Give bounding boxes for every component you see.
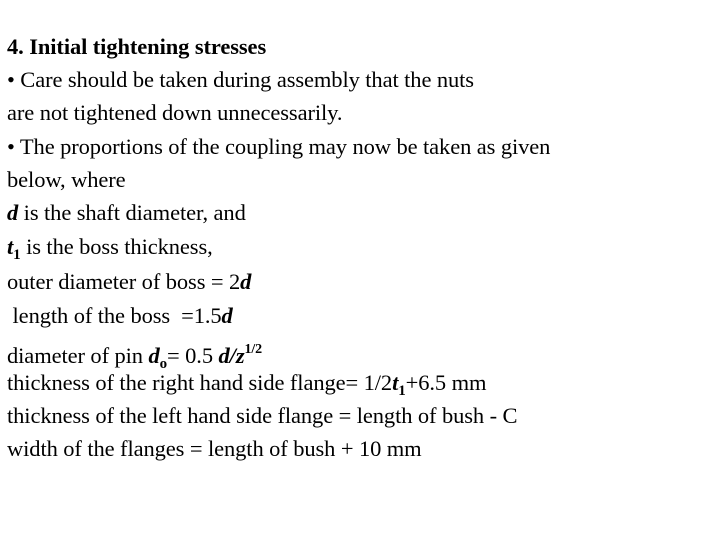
symbol-d: d (7, 200, 19, 225)
formula-boss-length-text: length of the boss =1.5 (7, 303, 222, 328)
formula-pin-subscript: o (159, 356, 168, 372)
formula-pin-eq: = 0.5 (167, 343, 219, 368)
formula-flange-width: width of the flanges = length of bush + 10 mm (7, 436, 422, 461)
formula-rh-flange-rest: +6.5 mm (405, 370, 487, 395)
formula-rh-flange-subscript: 1 (398, 383, 406, 399)
symbol-t-subscript: 1 (13, 247, 21, 263)
definition-t1 (7, 234, 213, 268)
formula-boss-length (7, 303, 233, 329)
formula-lh-flange-thickness: thickness of the left hand side flange = length of bush - C (7, 403, 518, 428)
formula-pin-var: d (148, 343, 160, 368)
heading: 4. Initial tightening stresses (7, 34, 267, 59)
formula-outer-boss-text: outer diameter of boss = 2 (7, 269, 241, 294)
formula-outer-boss-var: d (240, 269, 252, 294)
formula-pin-text: diameter of pin (7, 343, 149, 368)
formula-pin-superscript: 1/2 (244, 342, 263, 357)
definition-d (7, 200, 246, 226)
formula-pin-expr: d/z (218, 343, 245, 368)
bullet-2-line-1: • The proportions of the coupling may now be taken as given (7, 134, 551, 159)
formula-rh-flange-text: thickness of the right hand side flange= 1/2 (7, 370, 393, 395)
definition-t1-text: is the boss thickness, (20, 234, 213, 259)
bullet-2-line-2: below, where (7, 167, 126, 192)
formula-rh-flange-var: t (392, 370, 399, 395)
formula-rh-flange-thickness (7, 370, 486, 404)
bullet-1-line-1: • Care should be taken during assembly that the nuts (7, 67, 474, 92)
definition-d-text: is the shaft diameter, and (18, 200, 246, 225)
bullet-1-line-2: are not tightened down unnecessarily. (7, 100, 343, 125)
symbol-t: t (7, 234, 14, 259)
formula-outer-boss-diameter (7, 269, 251, 295)
formula-boss-length-var: d (221, 303, 233, 328)
